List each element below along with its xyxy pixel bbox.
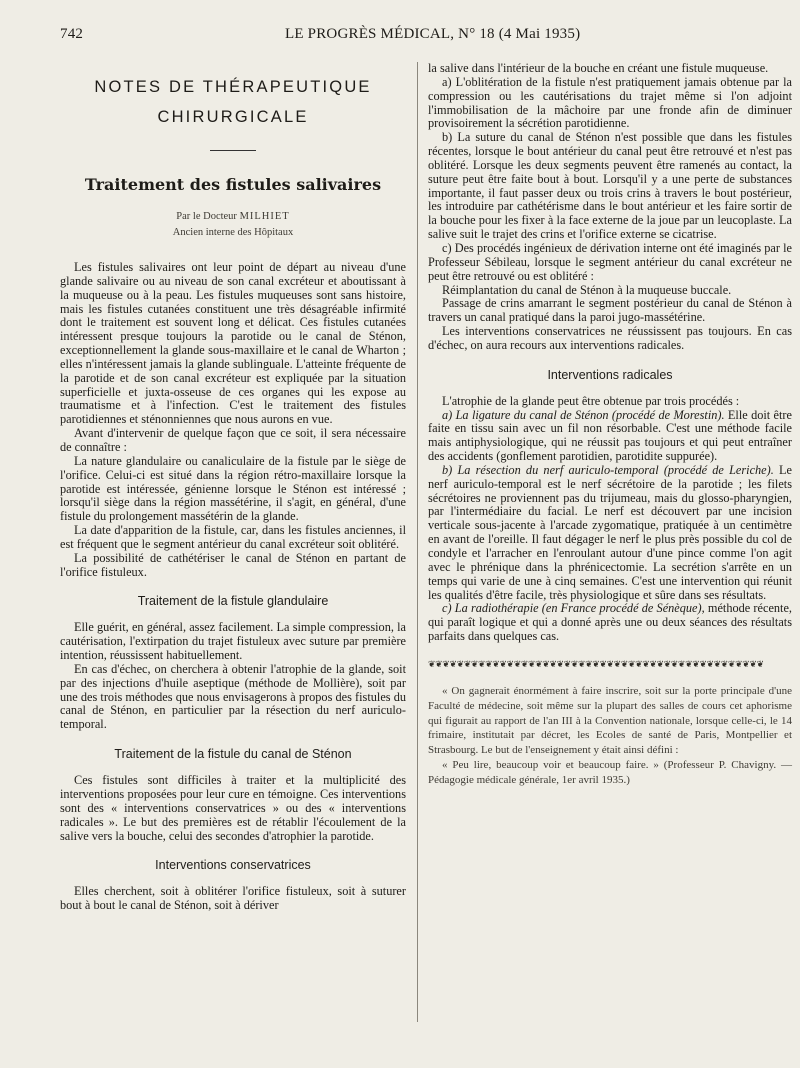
quotation-block: [428, 684, 792, 788]
paragraph: Ces fistules sont difficiles à traiter et la multiplicité des interventions proposées pour leur cure en témoigne. Ces interventions sont des « interventions conservatrices » ou des « interventions radicales ». Le but des premières est de rétablir l'écoulement de la salive vers la bouche, celui des secondes d'atrophier la parotide.: [60, 773, 406, 843]
paragraph: Avant d'intervenir de quelque façon que ce soit, il sera nécessaire de connaître :: [60, 426, 406, 454]
list-item: [428, 464, 792, 602]
quotation-paragraph: « Peu lire, beaucoup voir et beaucoup faire. » (Professeur P. Chavigny. — Pédagogie médicale générale, 1er avril 1935.): [428, 758, 792, 786]
article-title: Traitement des fistules salivaires: [84, 175, 382, 194]
section-heading: Traitement de la fistule du canal de Sténon: [114, 747, 352, 762]
item-text: Le nerf auriculo-temporal est le nerf sécrétoire de la parotide ; les filets sécrétoires ne proviennent pas du trijumeau, mais du glosso-pharyngien, par l'intermédiaire du facial. Le nerf est découvert par une incision verticale sous-jacente à l'arcade zygomatique, pratiquée à un centimètre en avant de l'oreille. Il faut dégager le nerf le plus près possible du col de condyle et l'arracher en l'enroulant autour d'une pince comme l'on agit avec le phrénique dans la phrénicectomie. La secrétion s'arrête en un temps qui varie de une à cinq semaines. C'est une intervention qui réunit les qualités d'être facile, très physiologique et sûre dans ses résultats.: [428, 462, 792, 602]
list-item: [428, 602, 792, 644]
item-label: c) La radiothérapie (en France procédé de Sénèque),: [442, 601, 705, 616]
rubric-line-2: CHIRURGICALE: [157, 108, 309, 126]
paragraph: La possibilité de cathétériser le canal de Sténon en partant de l'orifice fistuleux.: [60, 550, 406, 579]
paragraph: la salive dans l'intérieur de la bouche en créant une fistule muqueuse.: [428, 61, 769, 75]
section-heading: Traitement de la fistule glandulaire: [137, 594, 329, 609]
section-heading: Interventions radicales: [547, 367, 673, 382]
journal-title: LE PROGRÈS MÉDICAL, N° 18 (4 Mai 1935): [285, 26, 581, 42]
item-label: b) La résection du nerf auriculo-temporal (procédé de Leriche).: [442, 462, 774, 477]
author-affiliation: Ancien interne des Hôpitaux: [172, 227, 294, 238]
paragraph: Elle guérit, en général, assez facilement. La simple compression, la cautérisation, l'extirpation du trajet fistuleux avec suture par première intention, réussissent habituellement.: [60, 620, 406, 663]
paragraph: En cas d'échec, on cherchera à obtenir l'atrophie de la glande, soit par des injections d'huile aseptique (méthode de Mollière), soit par une des trois méthodes que nous envisagerons à propos des fistules du canal de Sténon, en particulier par la résection du nerf auriculo-temporal.: [60, 661, 406, 732]
item-label: a) La ligature du canal de Sténon (procédé de Morestin).: [442, 407, 725, 422]
author-name: MILHIET: [239, 211, 290, 222]
paragraph: La date d'apparition de la fistule, car, dans les fistules anciennes, il est fréquent que le segment antérieur du canal excréteur soit oblitéré.: [60, 523, 406, 551]
list-item: a) L'oblitération de la fistule n'est pratiquement jamais obtenue par la compression ou les cautérisations du trajet même si l'on adjoint l'immobilisation de la mâchoire par une fronde afin de diminuer provisoirement la sécrétion parotidienne.: [428, 74, 792, 131]
rubric-line-1: NOTES DE THÉRAPEUTIQUE: [94, 78, 372, 96]
rubric-rule: [210, 150, 256, 151]
paragraph: Réimplantation du canal de Sténon à la muqueuse buccale.: [442, 282, 732, 297]
paragraph: Passage de crins amarrant le segment postérieur du canal de Sténon à travers un canal pratiqué dans la paroi jugo-massétérine.: [428, 296, 792, 325]
list-item: [428, 409, 792, 464]
right-column: [428, 62, 792, 787]
running-head: [0, 26, 800, 44]
page-number: 742: [60, 26, 84, 42]
ornament-rule: ❦❦❦❦❦❦❦❦❦❦❦❦❦❦❦❦❦❦❦❦❦❦❦❦❦❦❦❦❦❦❦❦❦❦❦❦❦❦❦❦❦❦❦❦❦❦❦: [428, 658, 764, 669]
byline-prefix: Par le Docteur: [176, 211, 237, 222]
byline: [60, 209, 406, 225]
list-item: c) Des procédés ingénieux de dérivation interne ont été imaginés par le Professeur Sébileau, lorsque le segment antérieur du canal excréteur ne peut être retrouvé ou est oblitéré :: [428, 240, 792, 283]
paragraph: Les interventions conservatrices ne réussissent pas toujours. En cas d'échec, on aura recours aux interventions radicales.: [428, 324, 792, 352]
item-text: Elle doit être faite en tissu sain avec un fil non résorbable. C'est une méthode facile mais antiphysiologique, qui ne réussit pas toujours et qui peut entraîner des accidents (gonflement parotidien, parotidite suppurée).: [428, 407, 792, 464]
column-divider: [417, 62, 418, 1022]
paragraph: L'atrophie de la glande peut être obtenue par trois procédés :: [442, 393, 740, 408]
list-item: b) La suture du canal de Sténon n'est possible que dans les fistules récentes, lorsque le bout antérieur du canal peut être retrouvé et n'est pas oblitéré. Lorsque les deux segments peuvent être ramenés au contact, la suture peut être faite bout à bout. Lorsqu'il y a une perte de substances importante, il faut passer deux ou trois crins à travers le bout postérieur, les introduire par cathétérisme dans le bout antérieur et les faire sortir de la bouche pour les fixer à la face externe de la joue par un leucoplaste. La salive suit le trajet des crins et l'orifice externe se cicatrise.: [428, 130, 792, 242]
quotation-paragraph: « On gagnerait énormément à faire inscrire, soit sur la porte principale d'une Faculté de médecine, soit même sur la plupart des salles de cours cet aphorisme qui figurait au rapport de l'an III à la Convention nationale, lorsque celle-ci, le 14 frimaire, institutait par décret, les Ecoles de santé de Paris, Montpellier et Strasbourg. Le but de l'enseignement y était ainsi défini :: [428, 684, 792, 757]
section-heading: Interventions conservatrices: [155, 858, 311, 873]
left-column: [60, 62, 406, 913]
paragraph: La nature glandulaire ou canaliculaire de la fistule par le siège de l'orifice. Celui-ci est situé dans la région rétro-maxillaire lorsque la parotide est intéressée, génienne lorsque le Sténon est intéressé ; lorsqu'il siège dans la région massétérine, il s'agit, en général, d'une fistule du prolongement massétérin de la glande.: [60, 453, 406, 524]
paragraph: Elles cherchent, soit à oblitérer l'orifice fistuleux, soit à suturer bout à bout le canal de Sténon, soit à dériver: [60, 884, 406, 913]
item-text: méthode récente, qui paraît logique et qui a donné après une ou deux séances des résultats parfaits dans quelques cas.: [428, 601, 792, 644]
paragraph: Les fistules salivaires ont leur point de départ au niveau d'une glande salivaire ou au niveau de son canal excréteur et aboutissant à la muqueuse ou à la peau. Les fistules muqueuses sont sans histoire, mais les fistules cutanées constituent une très désagréable infirmité dont le traitement est souvent long et délicat. Ces fistules cutanées intéressent presque toujours la parotide ou le canal de Sténon, exceptionnellement la glande sous-maxillaire et le canal de Wharton ; elles n'intéressent jamais la glande sublinguale. L'atteinte fréquente de la parotide et de son canal excréteur est expliquée par la situation superficielle et juxta-osseuse de ces organes qui les expose au traumatisme et à l'infection. C'est le traitement des fistules parotidiennes et sténonniennes que nous aurons en vue.: [60, 260, 406, 427]
rubric-title: [60, 76, 406, 128]
